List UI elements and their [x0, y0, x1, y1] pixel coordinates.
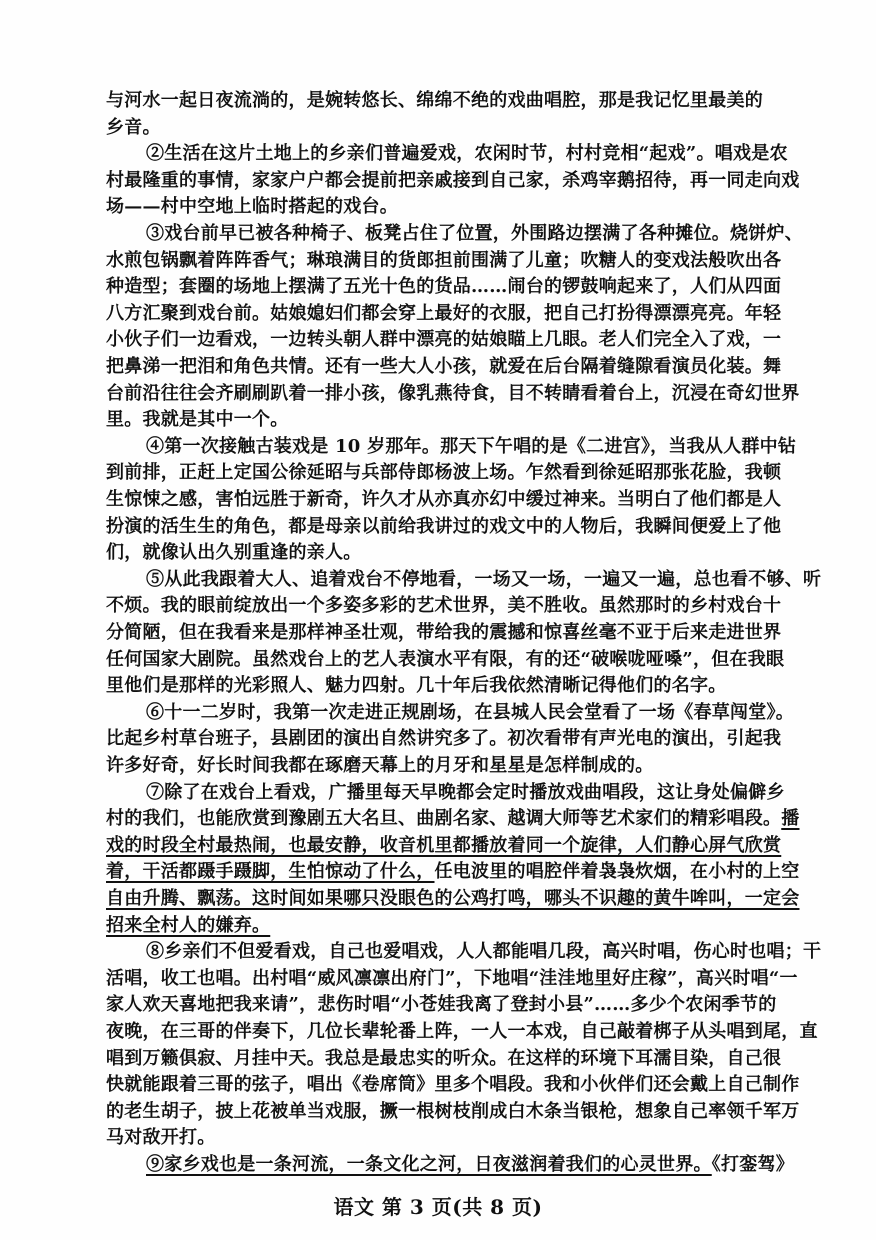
line-text: 水煎包锅飘着阵阵香气；琳琅满目的货郎担前围满了儿童；吹糖人的变戏法般吹出各 — [106, 249, 782, 271]
line-text: 乡音。 — [106, 116, 161, 138]
line-text: 们，就像认出久别重逢的亲人。 — [106, 542, 362, 564]
text-line — [106, 1125, 836, 1152]
underlined-text: ⑨家乡戏也是一条河流，一条文化之河，日夜滋润着我们的心灵世界。 — [146, 1154, 712, 1175]
line-text: 种造型；套圈的场地上摆满了五光十色的货品……闹台的锣鼓响起来了，人们从四面 — [106, 276, 782, 298]
text-line — [106, 274, 836, 301]
text-line — [106, 726, 836, 753]
text-line — [106, 593, 836, 620]
page-footer: 语文 第 3 页(共 8 页) — [333, 1194, 543, 1219]
text-line — [106, 913, 836, 940]
line-text: 把鼻涕一把泪和角色共情。还有一些大人小孩，就爱在后台隔着缝隙看演员化装。舞 — [106, 356, 782, 377]
line-text: 任何国家大剧院。虽然戏台上的艺人表演水平有限，有的还“破喉咙哑嗓”，但在我眼 — [106, 648, 785, 670]
line-text: 快就能跟着三哥的弦子，唱出《卷席筒》里多个唱段。我和小伙伴们还会戴上自己制作 — [106, 1074, 800, 1096]
line-text: 任电波里的唱腔伴着袅袅炊烟，在小村的上空 — [434, 861, 800, 883]
line-text: ②生活在这片土地上的乡亲们普遍爱戏，农闲时节，村村竞相“起戏”。唱戏是农 — [146, 143, 788, 165]
text-line — [106, 354, 836, 381]
text-line — [106, 966, 836, 993]
text-line — [106, 194, 836, 221]
line-text: 夜晚，在三哥的伴奏下，几位长辈轮番上阵，一人一本戏，自己敲着梆子从头唱到尾，直 — [106, 1021, 818, 1042]
underlined-text: 戏的时段全村最热闹，也最安静，收音机里都播放着同一个旋律，人们静心屏气欣赏 — [106, 834, 782, 856]
text-line — [106, 115, 836, 142]
line-text: ⑤从此我跟着大人、追着戏台不停地看，一场又一场，一遍又一遍，总也看不够、听 — [146, 568, 822, 590]
text-line — [106, 301, 836, 328]
line-text: 许多好奇，好长时间我都在琢磨天幕上的月牙和星星是怎样制成的。 — [106, 755, 654, 776]
line-text: ⑧乡亲们不但爱看戏，自己也爱唱戏，人人都能唱几段，高兴时唱，伤心时也唱；干 — [146, 941, 822, 963]
text-line — [106, 1099, 836, 1126]
line-text: 扮演的活生生的角色，都是母亲以前给我讲过的戏文中的人物后，我瞬间便爱上了他 — [106, 515, 782, 537]
line-text: 不烦。我的眼前绽放出一个多姿多彩的艺术世界，美不胜收。虽然那时的乡村戏台十 — [106, 595, 782, 617]
text-line — [106, 620, 836, 647]
paragraph-start-line — [146, 939, 836, 966]
text-line — [106, 460, 836, 487]
paragraph-start-line — [146, 221, 836, 248]
line-text: 场——村中空地上临时搭起的戏台。 — [106, 196, 398, 218]
text-line — [106, 806, 836, 833]
underlined-text: 播 — [781, 808, 800, 830]
line-text: 比起乡村草台班子，县剧团的演出自然讲究多了。初次看带有声光电的演出，引起我 — [106, 728, 782, 750]
line-text: 活唱，收工也唱。出村唱“威风凛凛出府门”，下地唱“洼洼地里好庄稼”，高兴时唱“一 — [106, 967, 798, 989]
line-text: 生惊悚之感，害怕远胜于新奇，许久才从亦真亦幻中缓过神来。当明白了他们都是人 — [106, 489, 782, 510]
line-text: 里他们是那样的光彩照人、魅力四射。几十年后我依然清晰记得他们的名字。 — [106, 675, 727, 697]
text-line — [106, 992, 836, 1019]
text-line — [106, 168, 836, 195]
line-text: ⑦除了在戏台上看戏，广播里每天早晚都会定时播放戏曲唱段，这让身处偏僻乡 — [146, 781, 785, 803]
line-text: 马对敌开打。 — [106, 1127, 216, 1149]
line-text: 家人欢天喜地把我来请”，悲伤时唱“小苍娃我离了登封小县”……多少个农闲季节的 — [106, 994, 777, 1016]
paragraph-start-line — [146, 780, 836, 807]
text-line — [106, 753, 836, 780]
line-text: ③戏台前早已被各种椅子、板凳占住了位置，外围路边摆满了各种摊位。烧饼炉、 — [146, 223, 803, 244]
paragraph-start-line — [146, 434, 836, 461]
underlined-text: 招来全村人的嫌弃。 — [106, 914, 271, 936]
text-line — [106, 514, 836, 541]
text-line — [106, 1072, 836, 1099]
line-text: 《打銮驾》 — [711, 1154, 794, 1175]
text-line — [106, 673, 836, 700]
line-text: ④第一次接触古装戏是 10 岁那年。那天下午唱的是《二进宫》，当我从人群中钻 — [146, 435, 797, 457]
line-text: 台前沿往往会齐刷刷趴着一排小孩，像乳燕待食，目不转睛看着台上，沉浸在奇幻世界 — [106, 382, 800, 404]
text-line — [106, 88, 836, 115]
line-text: 村的我们，也能欣赏到豫剧五大名旦、曲剧名家、越调大师等艺术家们的精彩唱段。 — [106, 808, 782, 830]
text-line — [106, 1046, 836, 1073]
line-text: 小伙子们一边看戏，一边转头朝人群中漂亮的姑娘瞄上几眼。老人们完全入了戏，一 — [106, 329, 782, 351]
paragraph-start-line — [146, 1152, 836, 1179]
text-line — [106, 248, 836, 275]
line-text: 唱到万籁俱寂、月挂中天。我总是最忠实的听众。在这样的环境下耳濡目染，自己很 — [106, 1047, 782, 1069]
line-text: 的老生胡子，披上花被单当戏服，撅一根树枝削成白木条当银枪，想象自己率领千军万 — [106, 1100, 800, 1122]
line-text: 八方汇聚到戏台前。姑娘媳妇们都会穿上最好的衣服，把自己打扮得漂漂亮亮。年轻 — [106, 302, 782, 324]
line-text: 与河水一起日夜流淌的，是婉转悠长、绵绵不绝的戏曲唱腔，那是我记忆里最美的 — [106, 90, 763, 111]
text-line — [106, 381, 836, 408]
paragraph-start-line — [146, 141, 836, 168]
text-line — [106, 407, 836, 434]
text-line — [106, 647, 836, 674]
underlined-text: 自由升腾、飘荡。这时间如果哪只没眼色的公鸡打鸣，哪头不识趣的黄牛哞叫，一定会 — [106, 888, 800, 909]
text-line — [106, 327, 836, 354]
text-line — [106, 1019, 836, 1046]
underlined-text: 着，干活都蹑手蹑脚，生怕惊动了什么， — [106, 861, 435, 883]
text-line — [106, 540, 836, 567]
text-line — [106, 886, 836, 913]
line-text: 到前排，正赶上定国公徐延昭与兵部侍郎杨波上场。乍然看到徐延昭那张花脸，我顿 — [106, 462, 782, 484]
line-text: 村最隆重的事情，家家户户都会提前把亲戚接到自己家，杀鸡宰鹅招待，再一同走向戏 — [106, 169, 800, 191]
line-text: 分简陋，但在我看来是那样神圣壮观，带给我的震撼和惊喜丝毫不亚于后来走进世界 — [106, 622, 782, 643]
line-text: ⑥十一二岁时，我第一次走进正规剧场，在县城人民会堂看了一场《春草闯堂》。 — [146, 701, 794, 723]
line-text: 里。我就是其中一个。 — [106, 409, 289, 431]
text-line — [106, 859, 836, 886]
text-line — [106, 833, 836, 860]
paragraph-start-line — [146, 567, 836, 594]
paragraph-start-line — [146, 700, 836, 727]
text-line — [106, 487, 836, 514]
